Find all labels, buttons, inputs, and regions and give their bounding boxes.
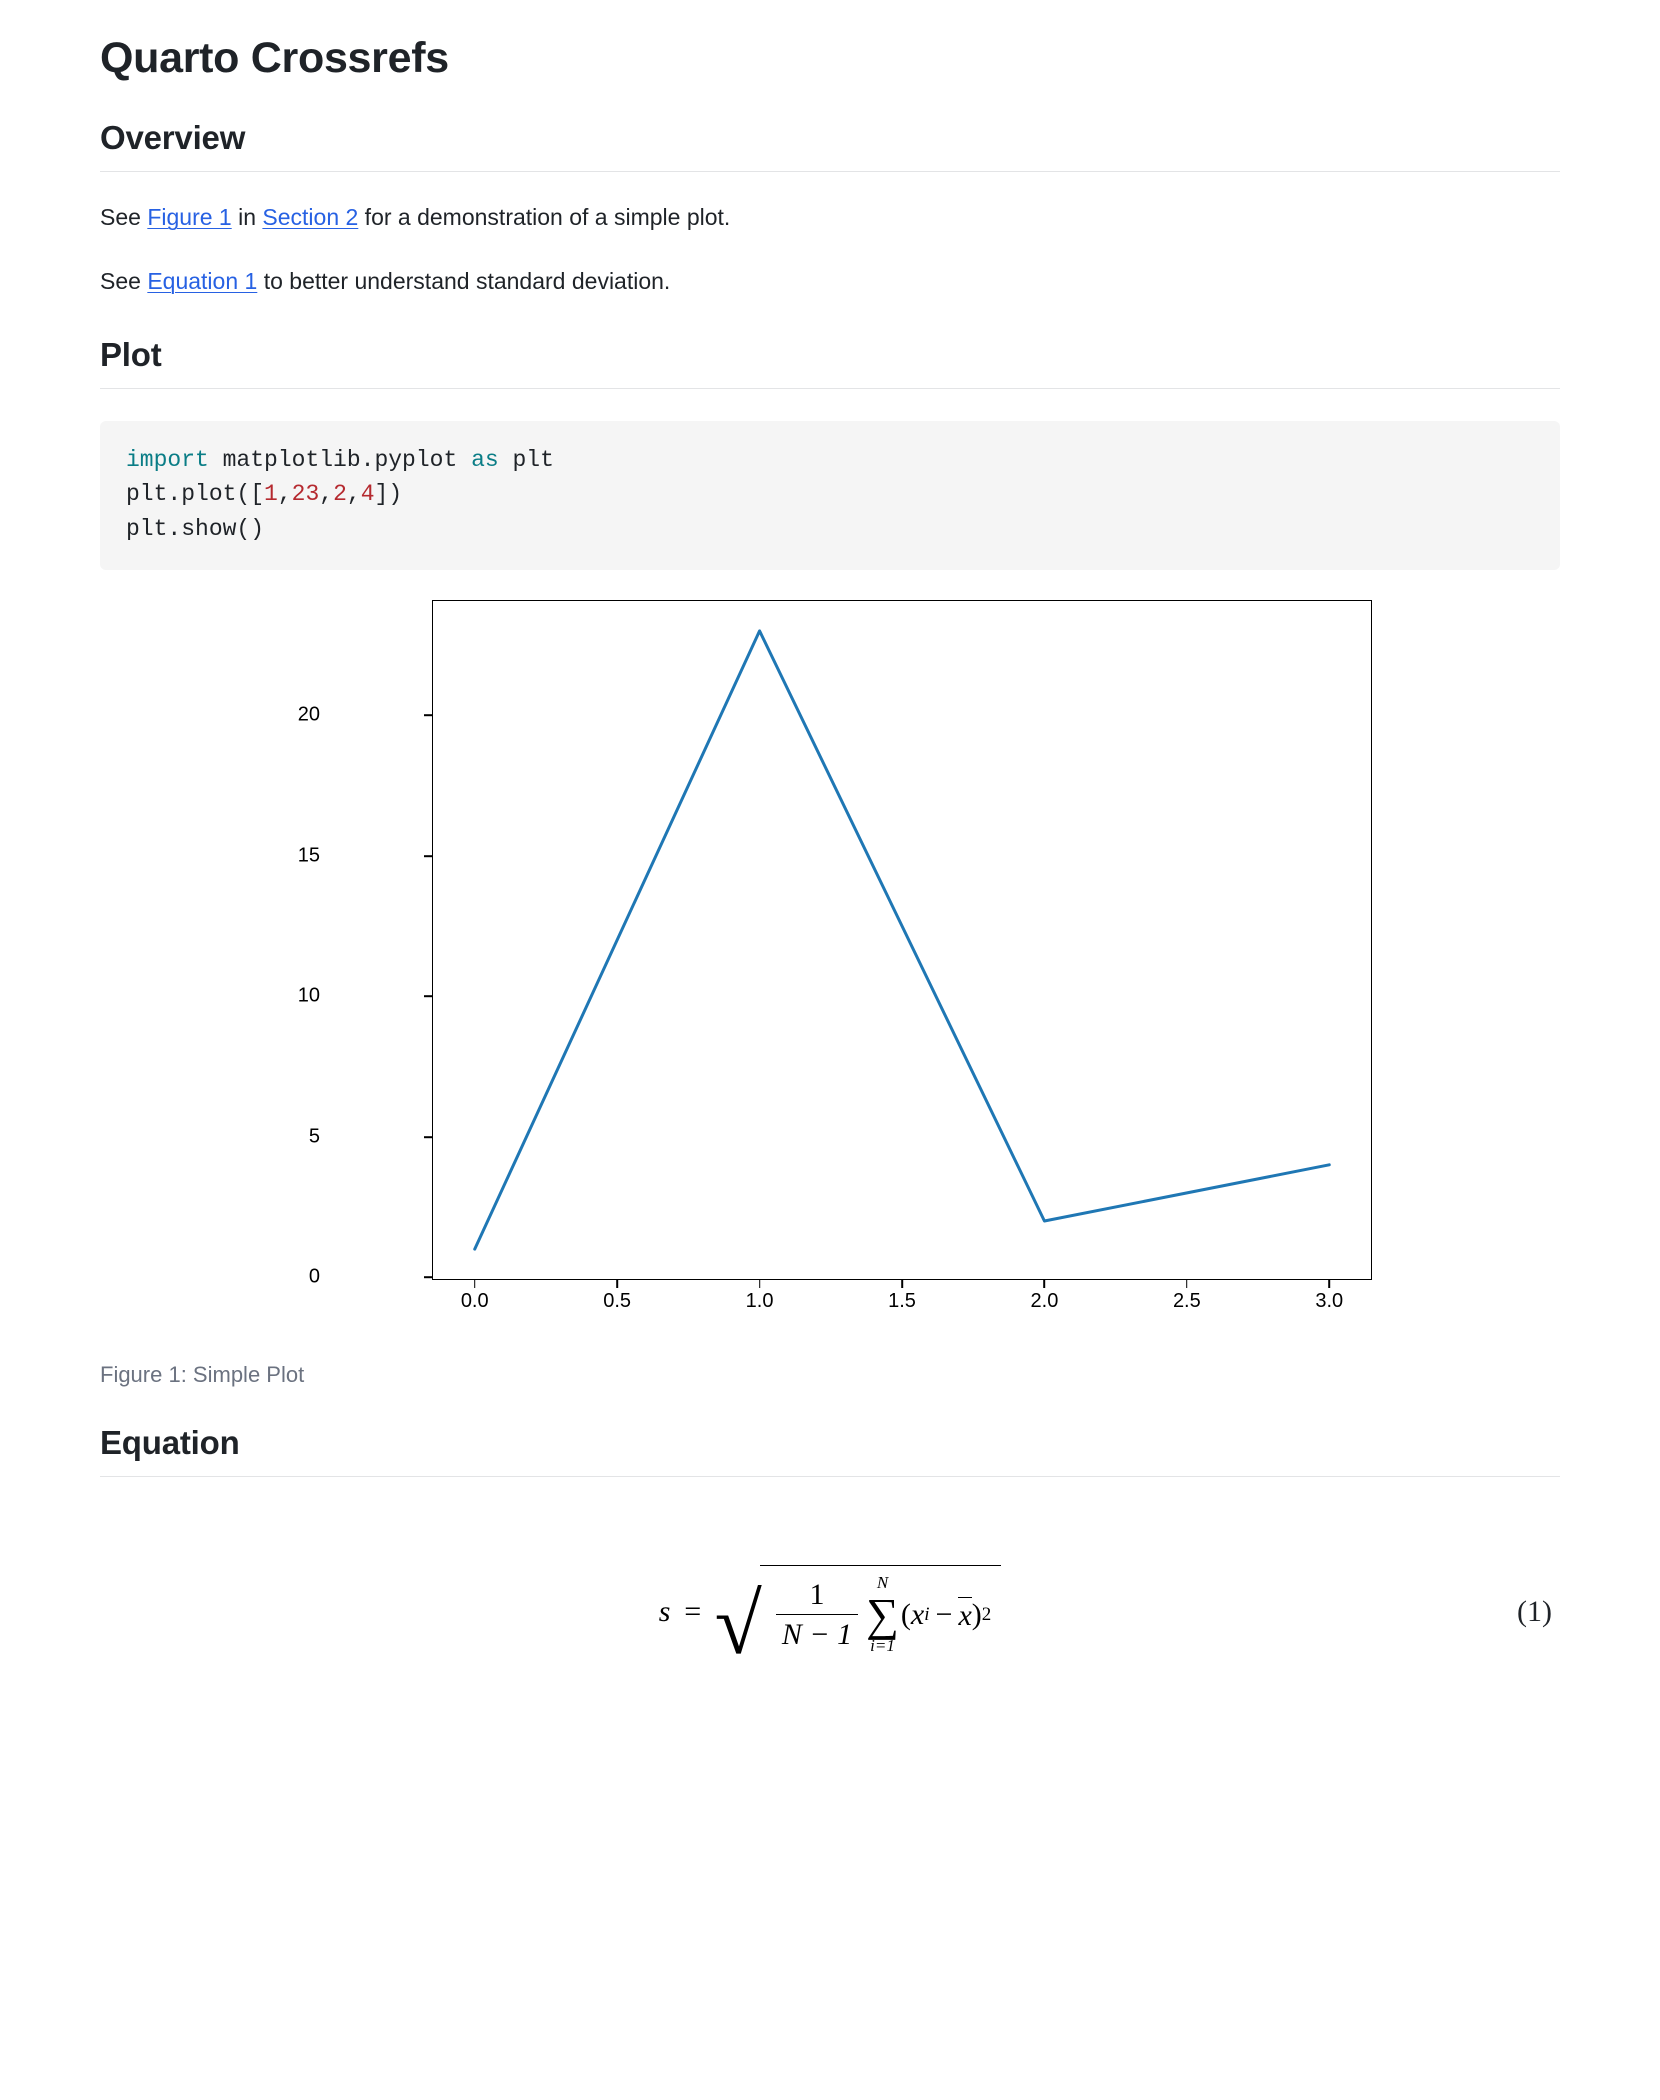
eq-paren-open: ( [900, 1597, 911, 1631]
code-token: plt [498, 446, 554, 473]
divider [100, 388, 1560, 389]
eq-summation [866, 1574, 899, 1655]
code-token-keyword: import [126, 446, 209, 473]
y-axis-tick-mark [424, 1277, 432, 1279]
section-heading-plot: Plot [100, 335, 162, 373]
overview-paragraph-2 [100, 264, 1560, 300]
code-token-number: 2 [333, 481, 347, 508]
eq-symbol-x: x [910, 1597, 925, 1631]
eq-symbol-xbar: x [958, 1598, 972, 1632]
x-axis-tick-mark [1328, 1280, 1330, 1288]
figure-caption: Figure 1: Simple Plot [100, 1362, 305, 1388]
eq-radicand [760, 1565, 1001, 1659]
x-axis-tick-label: 3.0 [1315, 1290, 1344, 1313]
x-axis-tick-mark [759, 1280, 761, 1288]
x-axis-tick-label: 0.0 [460, 1290, 489, 1313]
radical-icon: √ [714, 1575, 762, 1672]
code-token: matplotlib.pyplot [208, 446, 472, 473]
eq-sum-upper: N [876, 1573, 889, 1593]
eq-paren-close: ) [971, 1597, 982, 1631]
code-token-number: 4 [360, 481, 375, 508]
link-equation-1[interactable]: Equation 1 [147, 268, 258, 295]
y-axis-tick-mark [424, 855, 432, 857]
y-axis-tick-label: 20 [297, 703, 320, 726]
code-token-number: 23 [291, 481, 320, 508]
y-axis-tick-mark [424, 1136, 432, 1138]
x-axis-tick-label: 2.0 [1030, 1290, 1059, 1313]
code-token-number: 1 [264, 481, 278, 508]
code-token: , [277, 481, 292, 508]
y-axis-tick-label: 0 [308, 1265, 320, 1288]
x-axis-tick-label: 1.0 [745, 1290, 774, 1313]
x-axis-tick-mark [616, 1280, 618, 1288]
code-token: plt.show() [126, 515, 265, 542]
section-heading-overview: Overview [100, 119, 246, 157]
overview-paragraph-1 [100, 200, 1560, 236]
eq-fraction [776, 1578, 858, 1652]
section-heading-equation: Equation [100, 1424, 240, 1462]
eq-exponent: 2 [981, 1603, 992, 1625]
x-axis-tick-label: 2.5 [1172, 1290, 1201, 1313]
code-token: , [346, 481, 361, 508]
plot-line [475, 631, 1330, 1249]
eq-subscript-i: i [924, 1603, 930, 1625]
equation-number: (1) [1517, 1595, 1552, 1629]
divider [100, 1476, 1560, 1477]
x-axis-tick-mark [1044, 1280, 1046, 1288]
text-fragment: See [100, 268, 148, 295]
equation-formula [658, 1565, 1002, 1672]
plot-canvas [332, 600, 1372, 1340]
code-block [100, 421, 1560, 571]
eq-symbol-s: s [658, 1595, 671, 1629]
y-axis-tick-mark [424, 715, 432, 717]
page-title: Quarto Crossrefs [100, 34, 449, 82]
matplotlib-figure [297, 600, 1372, 1340]
eq-sum-lower: i=1 [870, 1635, 895, 1655]
divider [100, 171, 1560, 172]
code-token: ]) [374, 481, 403, 508]
y-axis-tick-label: 10 [297, 984, 320, 1007]
sigma-icon: ∑ [866, 1588, 899, 1640]
y-axis-tick-label: 15 [297, 844, 320, 867]
code-token-keyword: as [471, 446, 499, 473]
eq-equals: = [682, 1595, 703, 1629]
y-axis-tick-label: 5 [308, 1125, 320, 1148]
link-section-2[interactable]: Section 2 [262, 204, 359, 231]
eq-denominator: N − 1 [776, 1614, 858, 1652]
x-axis-tick-mark [474, 1280, 476, 1288]
code-token: , [319, 481, 334, 508]
eq-minus: − [935, 1597, 953, 1631]
text-fragment: See [100, 204, 148, 231]
figure-1 [100, 600, 1560, 1388]
text-fragment: to better understand standard deviation. [257, 268, 671, 295]
eq-sqrt [714, 1565, 1002, 1672]
y-axis-tick-mark [424, 996, 432, 998]
text-fragment: in [231, 204, 263, 231]
x-axis-tick-mark [901, 1280, 903, 1288]
link-figure-1[interactable]: Figure 1 [147, 204, 232, 231]
text-fragment: for a demonstration of a simple plot. [358, 204, 731, 231]
eq-numerator: 1 [809, 1577, 825, 1611]
equation-block [100, 1537, 1560, 1687]
x-axis-tick-label: 0.5 [603, 1290, 632, 1313]
code-token: plt.plot([ [126, 481, 265, 508]
x-axis-tick-mark [1186, 1280, 1188, 1288]
x-axis-tick-label: 1.5 [888, 1290, 916, 1313]
